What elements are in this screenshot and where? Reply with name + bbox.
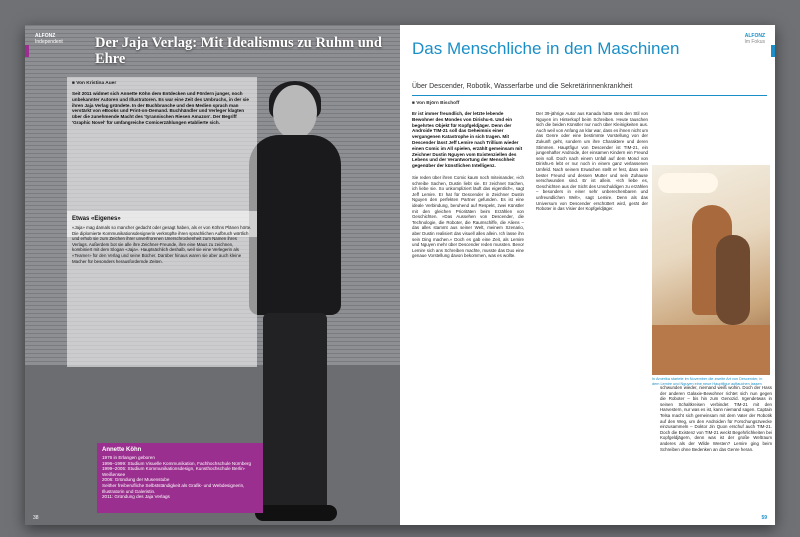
left-byline: ■ Von Kristina Auer [72, 81, 117, 86]
magazine-spread [25, 25, 775, 525]
bio-name: Annette Köhn [102, 447, 142, 453]
left-page-number: 38 [33, 515, 39, 521]
left-article-title: Der Jaja Verlag: Mit Idealismus zu Ruhm und Ehre [95, 35, 382, 67]
left-page [25, 25, 400, 525]
right-section-tag [744, 33, 765, 45]
right-section-name: ALFONZ [744, 33, 765, 39]
right-section-sub: Im Fokus [744, 39, 765, 45]
bio-line: 2011: Gründung des Jaja Verlags [102, 494, 170, 500]
right-page-number: 59 [761, 515, 767, 521]
title-divider [412, 95, 767, 96]
body-column-3: schwunden wieder, niemand weiß wohin. Doch der Hass der anderen Galaxie-Bewohner richtet sich nun gegen die Roboter – bis hin zum Genozid. Irgendetwas in seinen Schaltkreisen verbindet TIM-21 mit den Harvestern, nur was es ist, kann niemand sagen. Captain Telsa macht sich gemeinsam mit dem Vater der Robotik auf den Weg, um den Androiden für Forschungszwecke einzusammeln – Doktor Jin Quon erschuf auch TIM-21. Doch die Existenz von TIM-21 weckt Begehrlichkeiten bei Kopfgeldjägern, denn was ist der große Weltraum anderes als der Wilde Westen? Lemire ging beim Schreiben ohne Bedenken an das Genre heran. [660, 385, 772, 452]
right-article-subtitle: Über Descender, Robotik, Wasserfarbe und die Sekretärinnenkrankheit [412, 83, 633, 90]
left-lead-text: Seit 2011 widmet sich Annette Köhn dem Entdecken und Fördern junger, noch unbekannter Autoren und Illustratoren. Es war eine Zeit des Umbruchs, in der sie ihren Jaja Verlag gründete. In der Buchbranche und den Medien sprach man verstärkt von eBooks und Print-on-Demand. Buchhändler und Verleger klagten über die zunehmende Macht des 'tyrannischen Riesen Amazon'. Der Begriff 'Graphic Novel' für umfangreiche Comicerzählungen etablierte sich. [72, 91, 249, 125]
left-section-tag [35, 33, 63, 45]
left-body-text: «Jaja» mag damals so mancher gedacht oder gesagt haben, als er von Köhns Plänen hörte. Die diplomierte Kommunikationsdesignerin verknüpfte ihren sprachlichen Aufbruch wörtlich und erhob sie zum Zeichen ihrer unverfrorenen Unerschrockenheit zum Namen ihres Verlags. Außerdem bot sie alle ihre Zeichner-Freunde, ihre eine Maus zu zeichnen, kombiniert mit dem Slogan «Jaja». Hauptsächlich deshalb, weil sie eine Verlegerin als «Teamer» für den Verlag und seine Bücher. Darüber hinaus waren sie aber auch kleine Macher für besonders herausfordernde Zeiten. [72, 225, 252, 264]
right-page [400, 25, 775, 525]
right-accent-bar [771, 45, 775, 57]
left-accent-bar [25, 45, 29, 57]
bio-box [97, 443, 263, 513]
illustration-caption: In Amerika startete im November die zweite Art von Descender, in dem Lemire und Nguyen eine neue Hauptfigur auftauchen lassen [652, 377, 763, 386]
bio-line: 2006: Gründung der Musenstube [102, 477, 170, 483]
right-article-title: Das Menschliche in den Maschinen [412, 39, 680, 58]
bio-line: 1999–2005: Studium Kommunikationsdesign, Kunsthochschule Berlin-Weißensee [102, 466, 246, 477]
body-column-2: Der 39-jährige Autor aus Kanada hatte stets den Stil von Nguyen im Hinterkopf beim Schreiben. Heute tauschen sich die beiden Künstler nur noch über Kleinigkeiten aus. Auch weil von Anfang an klar war, dass es ihnen nicht um das Genre oder eine bestimmte Vorstellung von der Zukunft geht, sondern um ihre Charaktere und deren Stimmen. Hauptfigur von Descender ist TIM-21, ein jungenhafter Androide, der einsamen Kindern ein Freund sein soll. Doch nach einem Unfall auf dem Mond von Dirishu-6 lebt er nur noch in einem ganz verlassenen Umfeld. Nach seinem Erwachen stellt er fest, dass sein bester Freund und dessen Mutter und sein Zuhause verschwunden sind. Er ist allein. «Ich liebe es, Geschichten aus der Sicht des Unschuldigen zu erzählen – besonders in einer sehr unberechenbaren und unfreundlichen Welt», sagt Lemire. Denn als das Universum von Descender erschüttert wird, gerät der Roboter in das Visier der Kopfgeldjäger. [536, 111, 648, 212]
left-section-sub: Independent [35, 39, 63, 45]
bio-line: 1976 in Erlangen geboren [102, 455, 155, 460]
bio-line: Seither freiberufliche Selbstständigkeit als Grafik- und Webdesignerin, Illustratorin und Galeristin. [102, 482, 245, 494]
comic-illustration [652, 165, 770, 375]
right-byline: ■ Von Björn Bischoff [412, 101, 460, 106]
right-lead-text: Er ist immer freundlich, der letzte lebende Bewohner des Mondes von Dirishu-6. Und ein begehrtes Objekt für Kopfgeldjäger. Denn der Androide TIM-21 soll das Geheimnis einer vergangenen Katastrophe in sich tragen. Mit Descender lässt Jeff Lemire nach Trillium wieder einen Comic im All spielen, erzählt gemeinsam mit Zeichner Dustin Nguyen vom Existenziellen des Lebens und der Verantwortung der Menschheit gegenüber der künstlichen Intelligenz. [412, 111, 523, 169]
left-subheading: Etwas «Eigenes» [72, 216, 121, 222]
left-section-name: ALFONZ [35, 33, 56, 39]
bio-line: 1996–1999: Studium Visuelle Kommunikation, Fachhochschule Nürnberg [102, 460, 252, 466]
body-column-1: Sie reden über ihren Comic kaum noch miteinander, »ich schreibe Sachen, Dustin liebt sie. Er zeichnet Sachen, ich liebe sie. So unkompliziert läuft das eigentlich«, sagt Jeff Lemire. Er hat für Descender in Zeichner Dustin Nguyen den perfekten Partner gefunden. Es ist eine ideale Verbindung, beruhend auf Respekt, zwei Künstler mit den gleichen Prioritäten beim Erzählen von Geschichten. »Das Aussehen von Descender, die Technologie, die Roboter, die Raumschiffe, die Aliens – das alles stammt aus seiner Welt, meinem Szenario, aber Dustin realisiert das visuell alles allein. Ich lasse ihn sein Ding machen.« Doch es gab eine Zeit, als Lemire und Nguyen mehr über Descender reden mussten. Bevor Lemire sich ans Schreiben machte, musste das Duo eine genaue Vorstellung davon bekommen, was es wollte. [412, 175, 524, 259]
